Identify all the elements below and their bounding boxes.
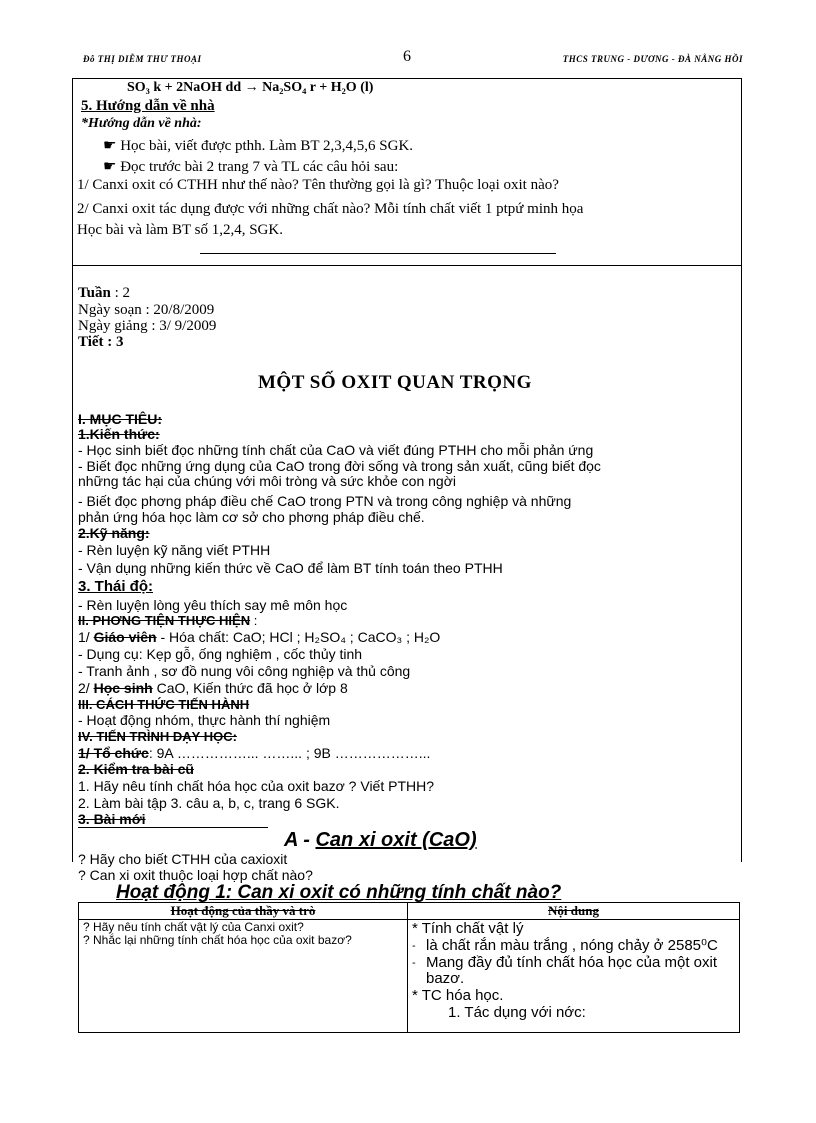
body-line: ? Can xi oxit thuộc loại hợp chất nào?	[78, 867, 313, 883]
divider-line	[200, 253, 556, 254]
column-header: Hoạt động của thầy và trò	[79, 903, 408, 920]
question-2: 2/ Canxi oxit tác dụng được với những chất nào? Mỗi tính chất viết 1 ptpứ minh họa	[77, 201, 584, 217]
page-number: 6	[403, 48, 411, 65]
body-line: những tác hại của chúng với môi tròng và sức khỏe con ngời	[78, 473, 456, 489]
prep-date: Ngày soạn : 20/8/2009	[78, 302, 215, 318]
attitude-heading: 3. Thái độ:	[78, 578, 153, 595]
period-line: Tiết : 3	[78, 334, 124, 350]
body-line: - Rèn luyện kỹ năng viết PTHH	[78, 542, 271, 558]
header-right: THCS TRUNG - DƯƠNG - ĐÀ NẴNG HỒI	[562, 54, 743, 64]
table-header-row	[79, 903, 740, 920]
content-cell	[408, 920, 740, 1033]
pointing-hand-icon: ☛	[103, 159, 121, 175]
skills-heading: 2.Kỹ năng:	[78, 525, 150, 541]
header-left: Đỗ THỊ DIỄM THƯ THOẠI	[83, 54, 202, 64]
right-margin-line	[741, 266, 742, 862]
organize-line: 1/ Tổ chức: 9A ……………... ……... ; 9B ………………...	[78, 745, 431, 761]
cell-text: ? Nhắc lại những tính chất hóa học của oxit bazơ?	[83, 933, 352, 947]
method-heading: III. CÁCH THỨC TIẾN HÀNH	[78, 697, 250, 712]
teacher-line: 1/ Giáo viên - Hóa chất: CaO; HCl ; H₂SO₄ ; CaCO₃ ; H₂O	[78, 629, 441, 645]
cell-text: - Mang đầy đủ tính chất hóa học của một oxit bazơ.	[412, 954, 718, 987]
activity-table	[78, 902, 740, 1033]
cell-text: * Tính chất vật lý	[412, 920, 524, 937]
homework-box	[72, 78, 742, 266]
body-line: phản ứng hóa học làm cơ sở cho phơng pháp điều chế.	[78, 509, 425, 525]
body-line: - Rèn luyện lòng yêu thích say mê môn học	[78, 597, 348, 613]
teacher-student-cell	[79, 920, 408, 1033]
body-line: - Vận dụng những kiến thức về CaO để làm BT tính toán theo PTHH	[78, 560, 503, 576]
body-line: 2. Làm bài tập 3. câu a, b, c, trang 6 SGK.	[78, 795, 340, 811]
new-lesson-heading: 3. Bài mới	[78, 811, 268, 828]
activity-1-heading: Hoạt động 1: Can xi oxit có những tính chất nào?	[116, 882, 562, 903]
bullet-item-2: ☛ Đọc trước bài 2 trang 7 và TL các câu hỏi sau:	[103, 159, 399, 175]
page-header	[75, 48, 743, 70]
cell-text: ? Hãy nêu tính chất vật lý của Canxi oxit?	[83, 920, 304, 934]
body-line: - Hoạt động nhóm, thực hành thí nghiệm	[78, 712, 331, 728]
body-line: - Biết đọc những ứng dụng của CaO trong đời sống và trong sản xuất, cũng biết đọc	[78, 458, 601, 474]
bullet-item-1: ☛ Học bài, viết được pthh. Làm BT 2,3,4,5,6 SGK.	[103, 138, 414, 154]
column-header: Nội dung	[408, 903, 740, 920]
question-3: Học bài và làm BT số 1,2,4, SGK.	[77, 222, 283, 238]
knowledge-heading: 1.Kiến thức:	[78, 426, 160, 442]
objectives-heading: I. MỤC TIÊU:	[78, 411, 162, 427]
table-row	[79, 920, 740, 1033]
left-margin-line	[72, 266, 73, 862]
section5-title: 5. Hướng dẫn về nhà	[81, 98, 215, 114]
body-line: - Biết đọc phơng pháp điều chế CaO trong PTN và trong công nghiệp và những	[78, 493, 572, 509]
body-line: - Dụng cụ: Kẹp gỗ, ống nghiệm , cốc thủy tinh	[78, 646, 363, 662]
body-line: - Tranh ảnh , sơ đồ nung vôi công nghiệp và thủ công	[78, 663, 411, 679]
cell-text: 1. Tác dụng với nớc:	[448, 1004, 586, 1021]
reaction-equation: SO₃ k + 2NaOH dd → Na₂SO₄ r + H₂O (l)	[127, 80, 374, 95]
pointing-hand-icon: ☛	[103, 138, 121, 154]
means-heading: II. PHƠNG TIỆN THỰC HIỆN :	[78, 613, 258, 628]
section-a-title: A - Can xi oxit (CaO)	[284, 829, 477, 851]
cell-text: * TC hóa học.	[412, 987, 504, 1004]
week-line: Tuần : 2	[78, 285, 130, 301]
body-line: ? Hãy cho biết CTHH của caxioxit	[78, 851, 288, 867]
question-1: 1/ Canxi oxit có CTHH như thế nào? Tên thường gọi là gì? Thuộc loại oxit nào?	[77, 177, 559, 193]
lesson-title: MỘT SỐ OXIT QUAN TRỌNG	[258, 372, 532, 393]
student-line: 2/ Học sinh CaO, Kiến thức đã học ở lớp 8	[78, 680, 348, 696]
body-line: - Học sinh biết đọc những tính chất của CaO và viết đúng PTHH cho mỗi phản ứng	[78, 442, 594, 458]
body-line: 1. Hãy nêu tính chất hóa học của oxit bazơ ? Viết PTHH?	[78, 778, 435, 794]
section5-subtitle: *Hướng dẫn về nhà:	[81, 116, 202, 131]
teach-date: Ngày giảng : 3/ 9/2009	[78, 318, 217, 334]
process-heading: IV. TIẾN TRÌNH DẠY HỌC:	[78, 729, 237, 744]
cell-text: - là chất rắn màu trắng , nóng chảy ở 2585⁰C	[412, 937, 718, 954]
review-heading: 2. Kiểm tra bài cũ	[78, 761, 194, 777]
